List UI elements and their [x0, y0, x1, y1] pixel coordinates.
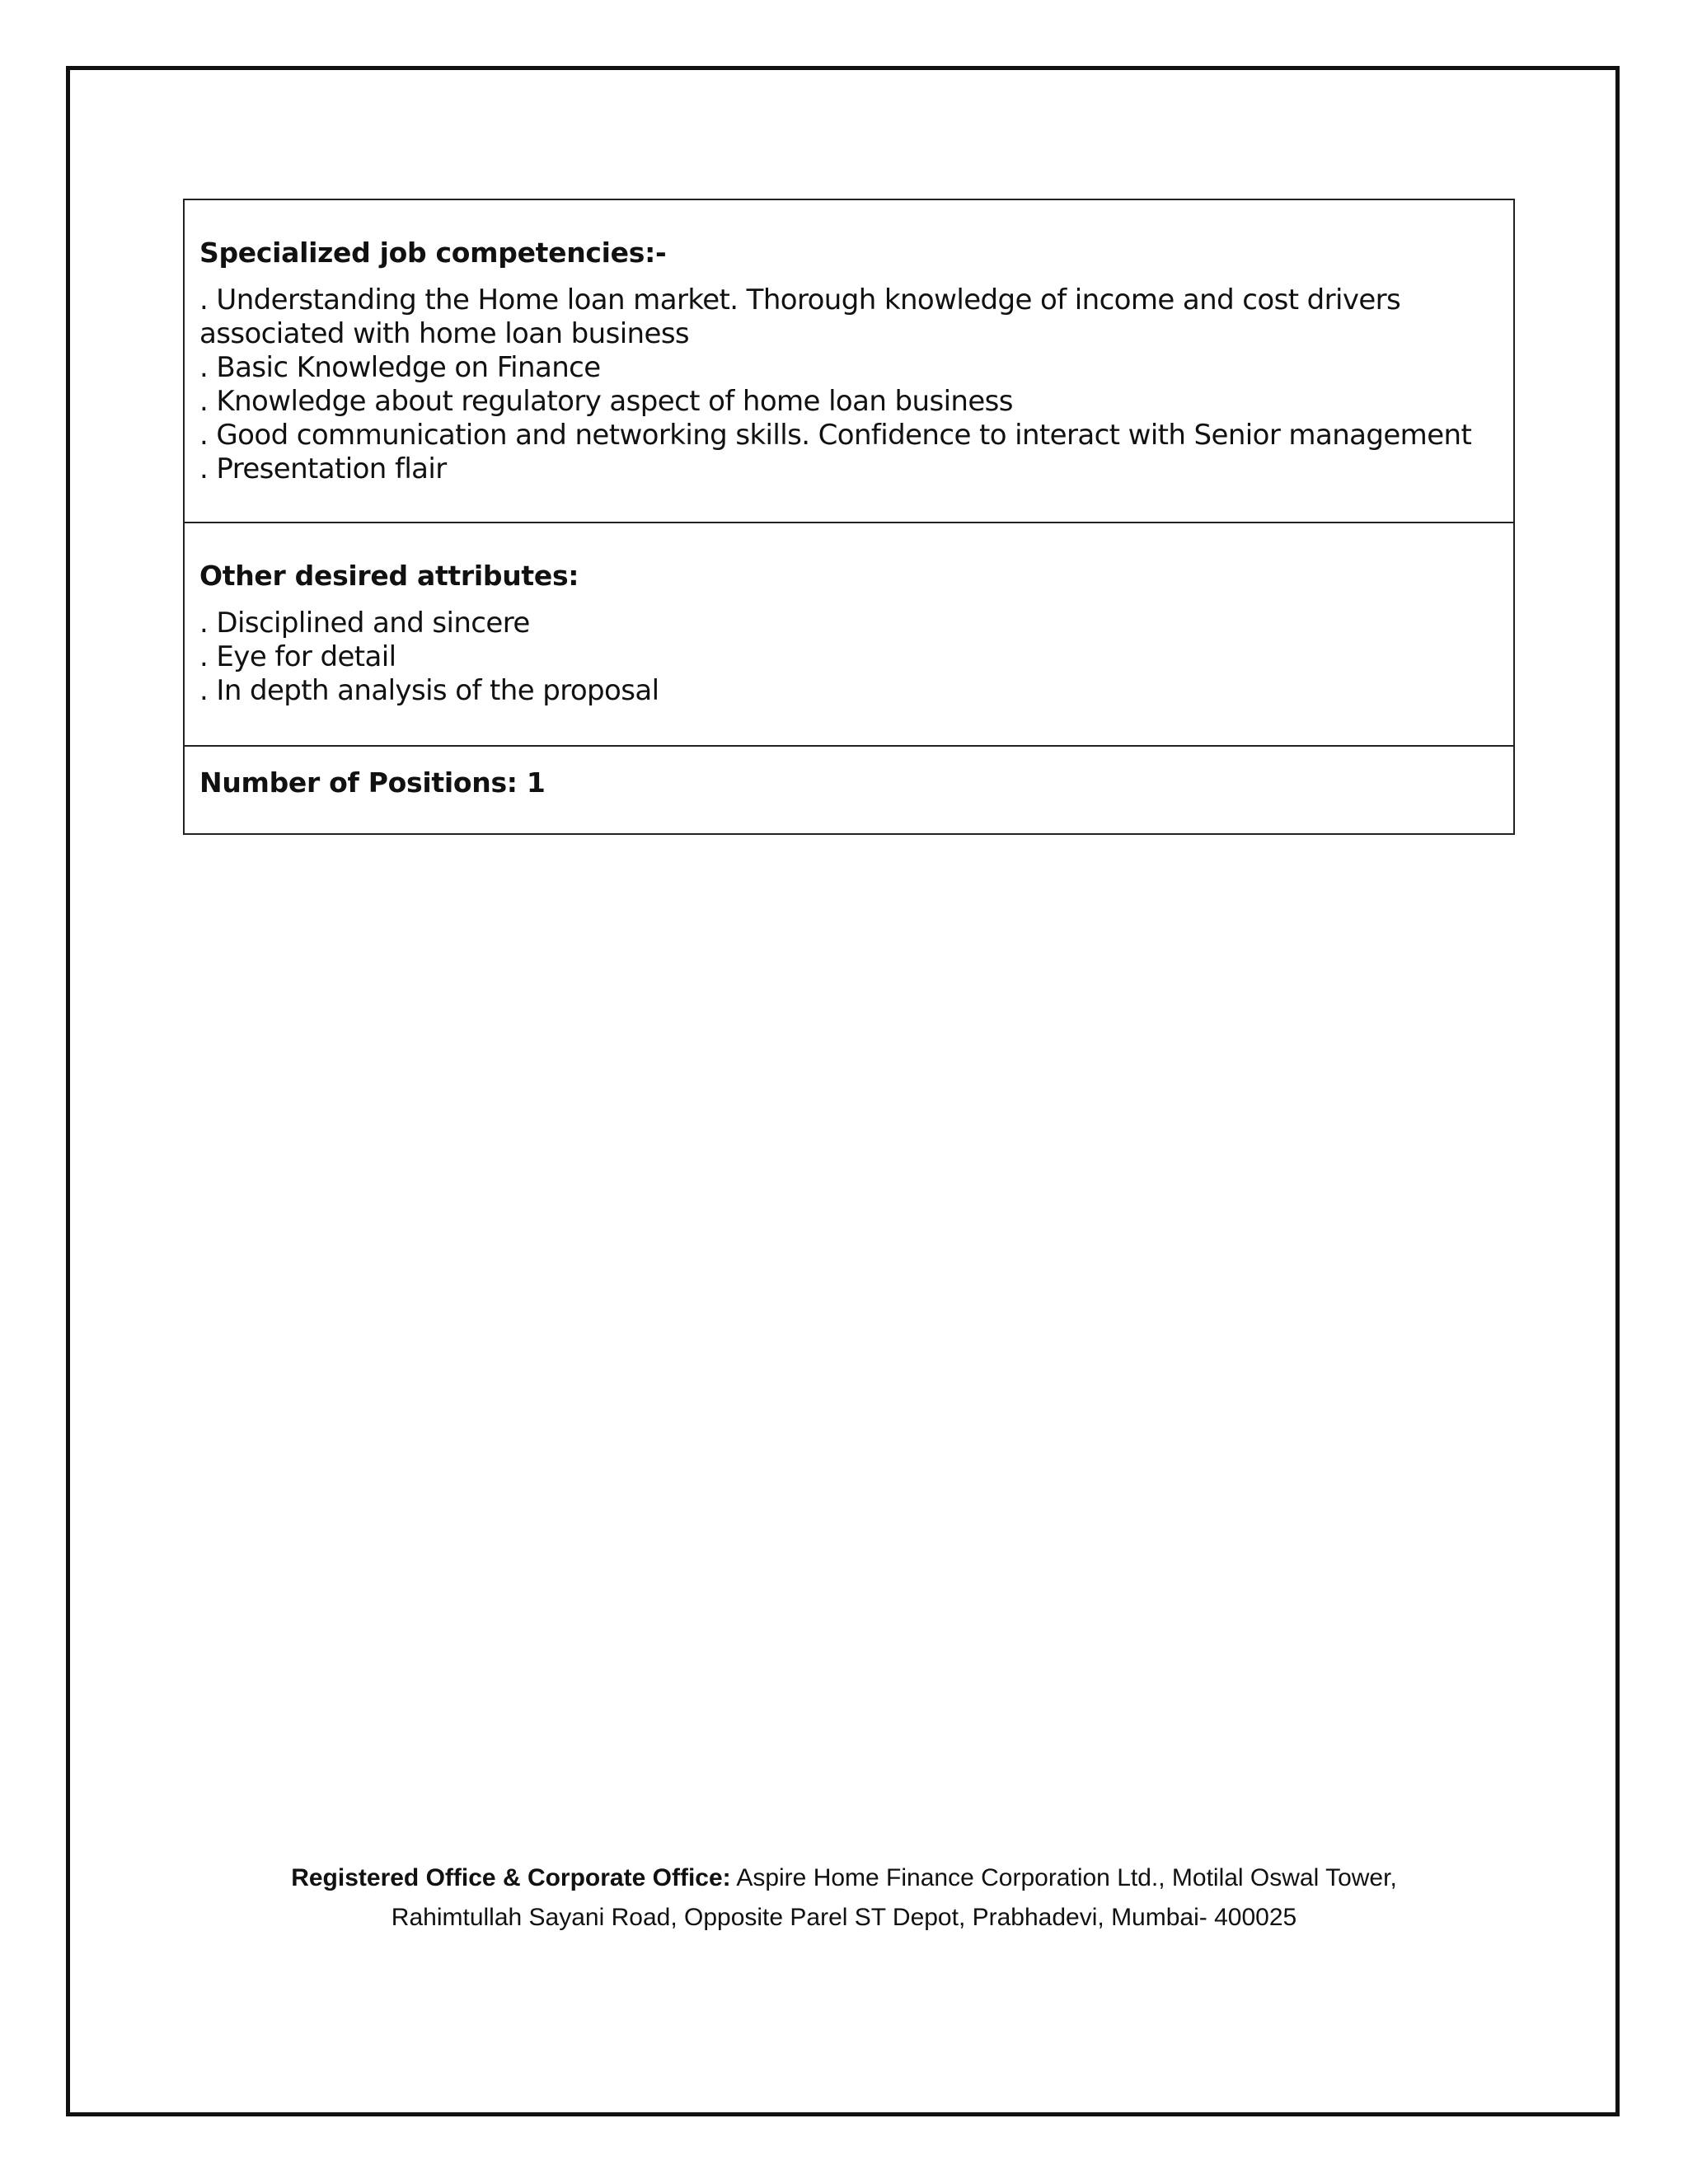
positions-heading: Number of Positions: 1 [199, 766, 546, 799]
attributes-section [185, 523, 1513, 747]
footer-label: Registered Office & Corporate Office: [291, 1864, 731, 1891]
competencies-list [199, 284, 1498, 486]
attributes-list [199, 607, 1498, 708]
list-item: . Knowledge about regulatory aspect of home loan business [199, 385, 1013, 418]
job-details-table [183, 199, 1515, 835]
list-item: . Good communication and networking skills. Confidence to interact with Senior management [199, 419, 1472, 452]
positions-section [185, 747, 1513, 833]
list-item: . Basic Knowledge on Finance [199, 351, 601, 384]
footer-address-part-2: Rahimtullah Sayani Road, Opposite Parel ST Depot, Prabhadevi, Mumbai- 400025 [391, 1904, 1297, 1931]
list-item: . In depth analysis of the proposal [199, 674, 659, 707]
attributes-heading: Other desired attributes: [199, 560, 579, 592]
list-item: . Eye for detail [199, 640, 396, 673]
list-item: . Presentation flair [199, 452, 447, 485]
footer-line-1 [0, 1858, 1688, 1898]
competencies-heading: Specialized job competencies:- [199, 237, 667, 269]
office-address-footer [0, 1858, 1688, 1938]
list-item: . Understanding the Home loan market. Thorough knowledge of income and cost drivers associated with home loan business [199, 284, 1401, 350]
competencies-section [185, 200, 1513, 523]
footer-address-part-1: Aspire Home Finance Corporation Ltd., Motilal Oswal Tower, [730, 1864, 1397, 1891]
list-item: . Disciplined and sincere [199, 607, 530, 640]
